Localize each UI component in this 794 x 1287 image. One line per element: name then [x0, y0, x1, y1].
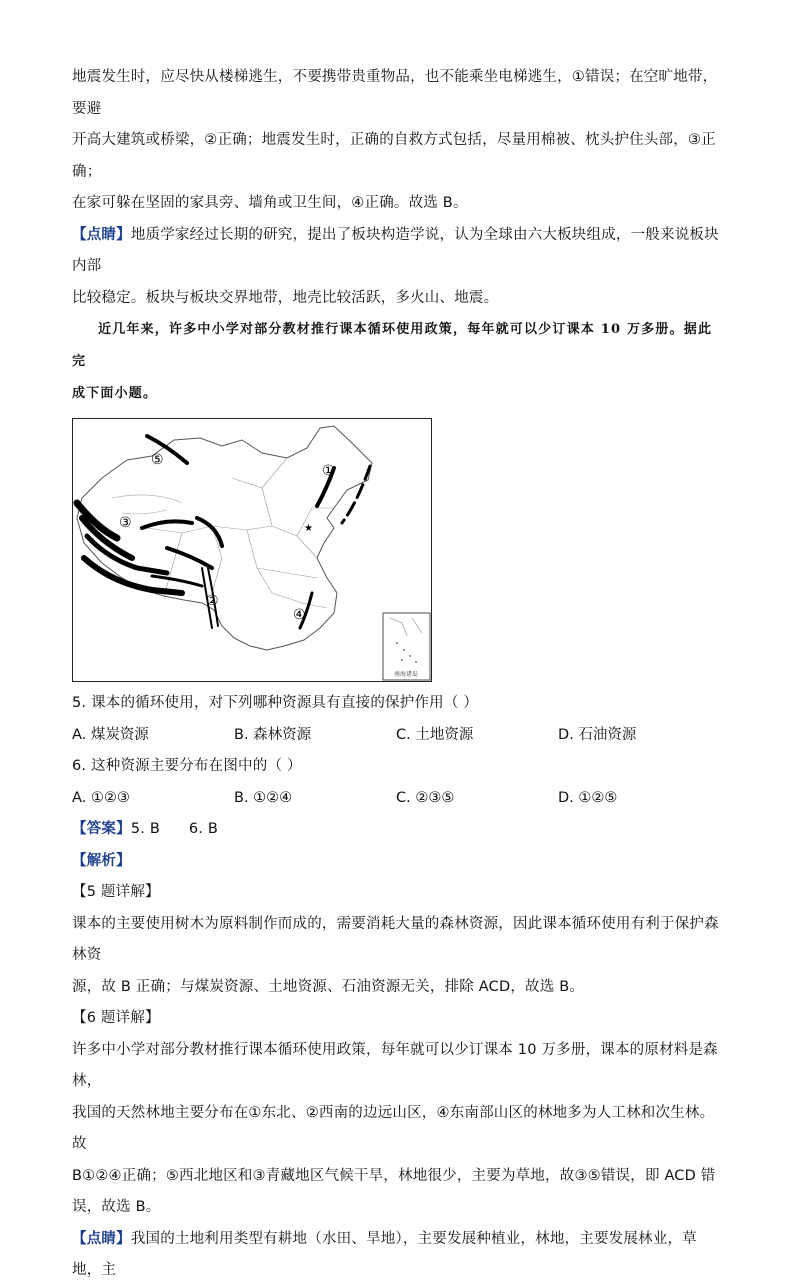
- analysis-heading: [72, 846, 722, 878]
- pointing-paragraph: [72, 1224, 722, 1287]
- text-line: 源，故 B 正确；与煤炭资源、土地资源、石油资源无关，排除 ACD，故选 B。: [72, 978, 585, 995]
- answer-label: 【答案】: [72, 821, 131, 837]
- text-line: 许多中小学对部分教材推行课本循环使用政策，每年就可以少订课本 10 万多册，课本的原材料是森林，: [72, 1041, 718, 1089]
- question-intro-cont: 成下面小题。: [72, 386, 158, 401]
- marker-2: ②: [206, 593, 219, 609]
- text-line: 课本的主要使用树木为原料制作而成的，需要消耗大量的森林资源，因此课本循环使用有利于保护森林资: [72, 915, 719, 963]
- text-line: 比较稳定。板块与板块交界地带，地壳比较活跃，多火山、地震。: [72, 289, 499, 306]
- option-b: B. ①②④: [234, 789, 293, 806]
- pointing-label: 【点睛】: [72, 226, 131, 243]
- option-c: C. ②③⑤: [396, 789, 455, 806]
- text-line: 地震发生时，应尽快从楼梯逃生，不要携带贵重物品，也不能乘坐电梯逃生，①错误；在空旷地带，要避: [72, 69, 718, 117]
- text-line: B①②④正确；⑤西北地区和③青藏地区气候干旱，林地很少，主要为草地，故③⑤错误，即 ACD 错: [72, 1167, 716, 1184]
- question-5-options: [72, 720, 722, 752]
- capital-star-icon: ★: [304, 523, 313, 534]
- option-a: A. 煤炭资源: [72, 726, 149, 743]
- option-c: C. 土地资源: [396, 726, 474, 743]
- pointing-label: 【点睛】: [72, 1230, 131, 1247]
- text-line: 地质学家经过长期的研究，提出了板块构造学说，认为全球由六大板块组成，一般来说板块内部: [72, 226, 719, 274]
- text-line: 开高大建筑或桥梁，②正确；地震发生时，正确的自救方式包括，尽量用棉被、枕头护住头部，③正确；: [72, 132, 716, 180]
- marker-3: ③: [119, 515, 132, 531]
- option-d: D. ①②⑤: [558, 789, 618, 806]
- option-d: D. 石油资源: [558, 726, 637, 743]
- question-6-options: [72, 783, 722, 815]
- inset-label: 南海诸岛: [394, 671, 419, 678]
- marker-4: ④: [293, 607, 306, 623]
- china-map-svg: [72, 418, 432, 682]
- text-line: 在家可躲在坚固的家具旁、墙角或卫生间，④正确。故选 B。: [72, 195, 468, 211]
- marker-1: ①: [322, 463, 335, 479]
- text-line: 误，故选 B。: [72, 1199, 161, 1215]
- text-line: 我国的天然林地主要分布在①东北、②西南的边远山区，④东南部山区的林地多为人工林和次生林。故: [72, 1104, 715, 1152]
- option-a: A. ①②③: [72, 789, 130, 806]
- analysis-label: 【解析】: [72, 852, 131, 869]
- south-sea-inset: [383, 613, 430, 680]
- detail-5-heading: 【5 题详解】: [72, 884, 160, 900]
- document-page: [72, 62, 722, 1287]
- answer-text: 5. B 6. B: [130, 821, 219, 837]
- question-5-stem: 5. 课本的循环使用，对下列哪种资源具有直接的保护作用（ ）: [72, 695, 479, 711]
- text-line: 我国的土地利用类型有耕地（水田、旱地），主要发展种植业，林地，主要发展林业，草地，主: [72, 1230, 697, 1278]
- detail-6-heading: 【6 题详解】: [72, 1010, 160, 1026]
- question-intro: 近几年来，许多中小学对部分教材推行课本循环使用政策，每年就可以少订课本 10 万多册。据此完: [72, 322, 713, 369]
- pointing-paragraph: [72, 220, 722, 283]
- marker-5: ⑤: [151, 452, 164, 468]
- answer-line: [72, 814, 722, 846]
- option-b: B. 森林资源: [234, 726, 312, 743]
- question-6-stem: 6. 这种资源主要分布在图中的（ ）: [72, 758, 302, 774]
- china-map-figure: [72, 418, 432, 682]
